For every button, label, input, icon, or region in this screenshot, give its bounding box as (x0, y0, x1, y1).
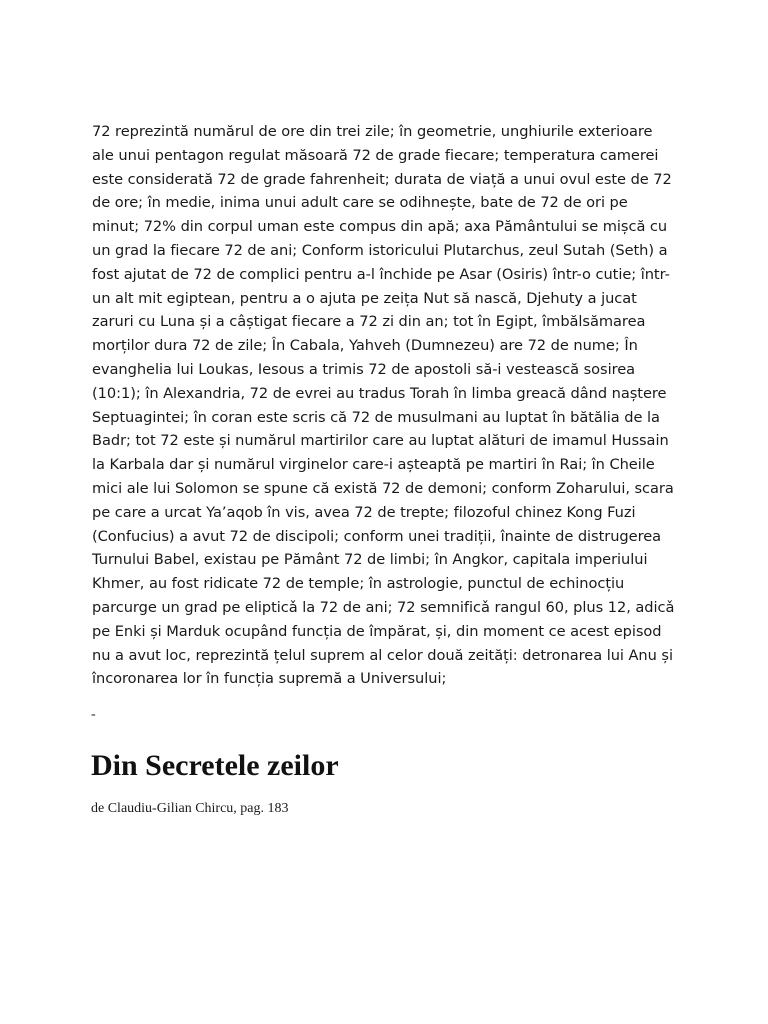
body-paragraph: 72 reprezintă numărul de ore din trei zile; în geometrie, unghiurile exterioare ale unui pentagon regulat măsoară 72 de grade fiecare; temperatura camerei este considerată 72 de grade fahrenheit; durata de viață a unui ovul este de 72 de ore; în medie, inima unui adult care se odihnește, bate de 72 de ori pe minut; 72% din corpul uman este compus din apă; axa Pământului se mișcă cu un grad la fiecare 72 de ani; Conform istoricului Plutarchus, zeul Sutah (Seth) a fost ajutat de 72 de complici pentru a-l închide pe Asar (Osiris) într-o cutie; într- un alt mit egiptean, pentru a o ajuta pe zeița Nut să nască, Djehuty a jucat zaruri cu Luna și a câștigat fiecare a 72 zi din an; tot în Egipt, îmbălsămarea morților dura 72 de zile; În Cabala, Yahveh (Dumnezeu) are 72 de nume; În evanghelia lui Loukas, Iesous a trimis 72 de apostoli să-i vestească sosirea (10:1); în Alexandria, 72 de evrei au tradus Torah în limba greacă dând naștere Septuagintei; în coran este scris că 72 de musulmani au luptat în bătălia de la Badr; tot 72 este și numărul martirilor care au luptat alături de imamul Hussain la Karbala dar și numărul virginelor care-i așteaptă pe martiri în Rai; în Cheile mici ale lui Solomon se spune că există 72 de demoni; conform Zoharului, scara pe care a urcat Ya’aqob în vis, avea 72 de trepte; filozoful chinez Kong Fuzi (Confucius) a avut 72 de discipoli; conform unei tradiții, înainte de distrugerea Turnului Babel, existau pe Pământ 72 de limbi; în Angkor, capitala imperiului Khmer, au fost ridicate 72 de temple; în astrologie, punctul de echinocțiu parcurge un grad pe elipticǎ la 72 de ani; 72 semnificǎ rangul 60, plus 12, adicǎ pe Enki și Marduk ocupând funcția de împărat, și, din moment ce acest episod nu a avut loc, reprezintă țelul suprem al celor două zeități: detronarea lui Anu și încoronarea lor în funcția supremă a Universului; (92, 123, 675, 688)
document-title: Din Secretele zeilor (91, 749, 339, 782)
author-byline: de Claudiu-Gilian Chircu, pag. 183 (91, 801, 289, 816)
separator-dash: - (91, 707, 96, 722)
